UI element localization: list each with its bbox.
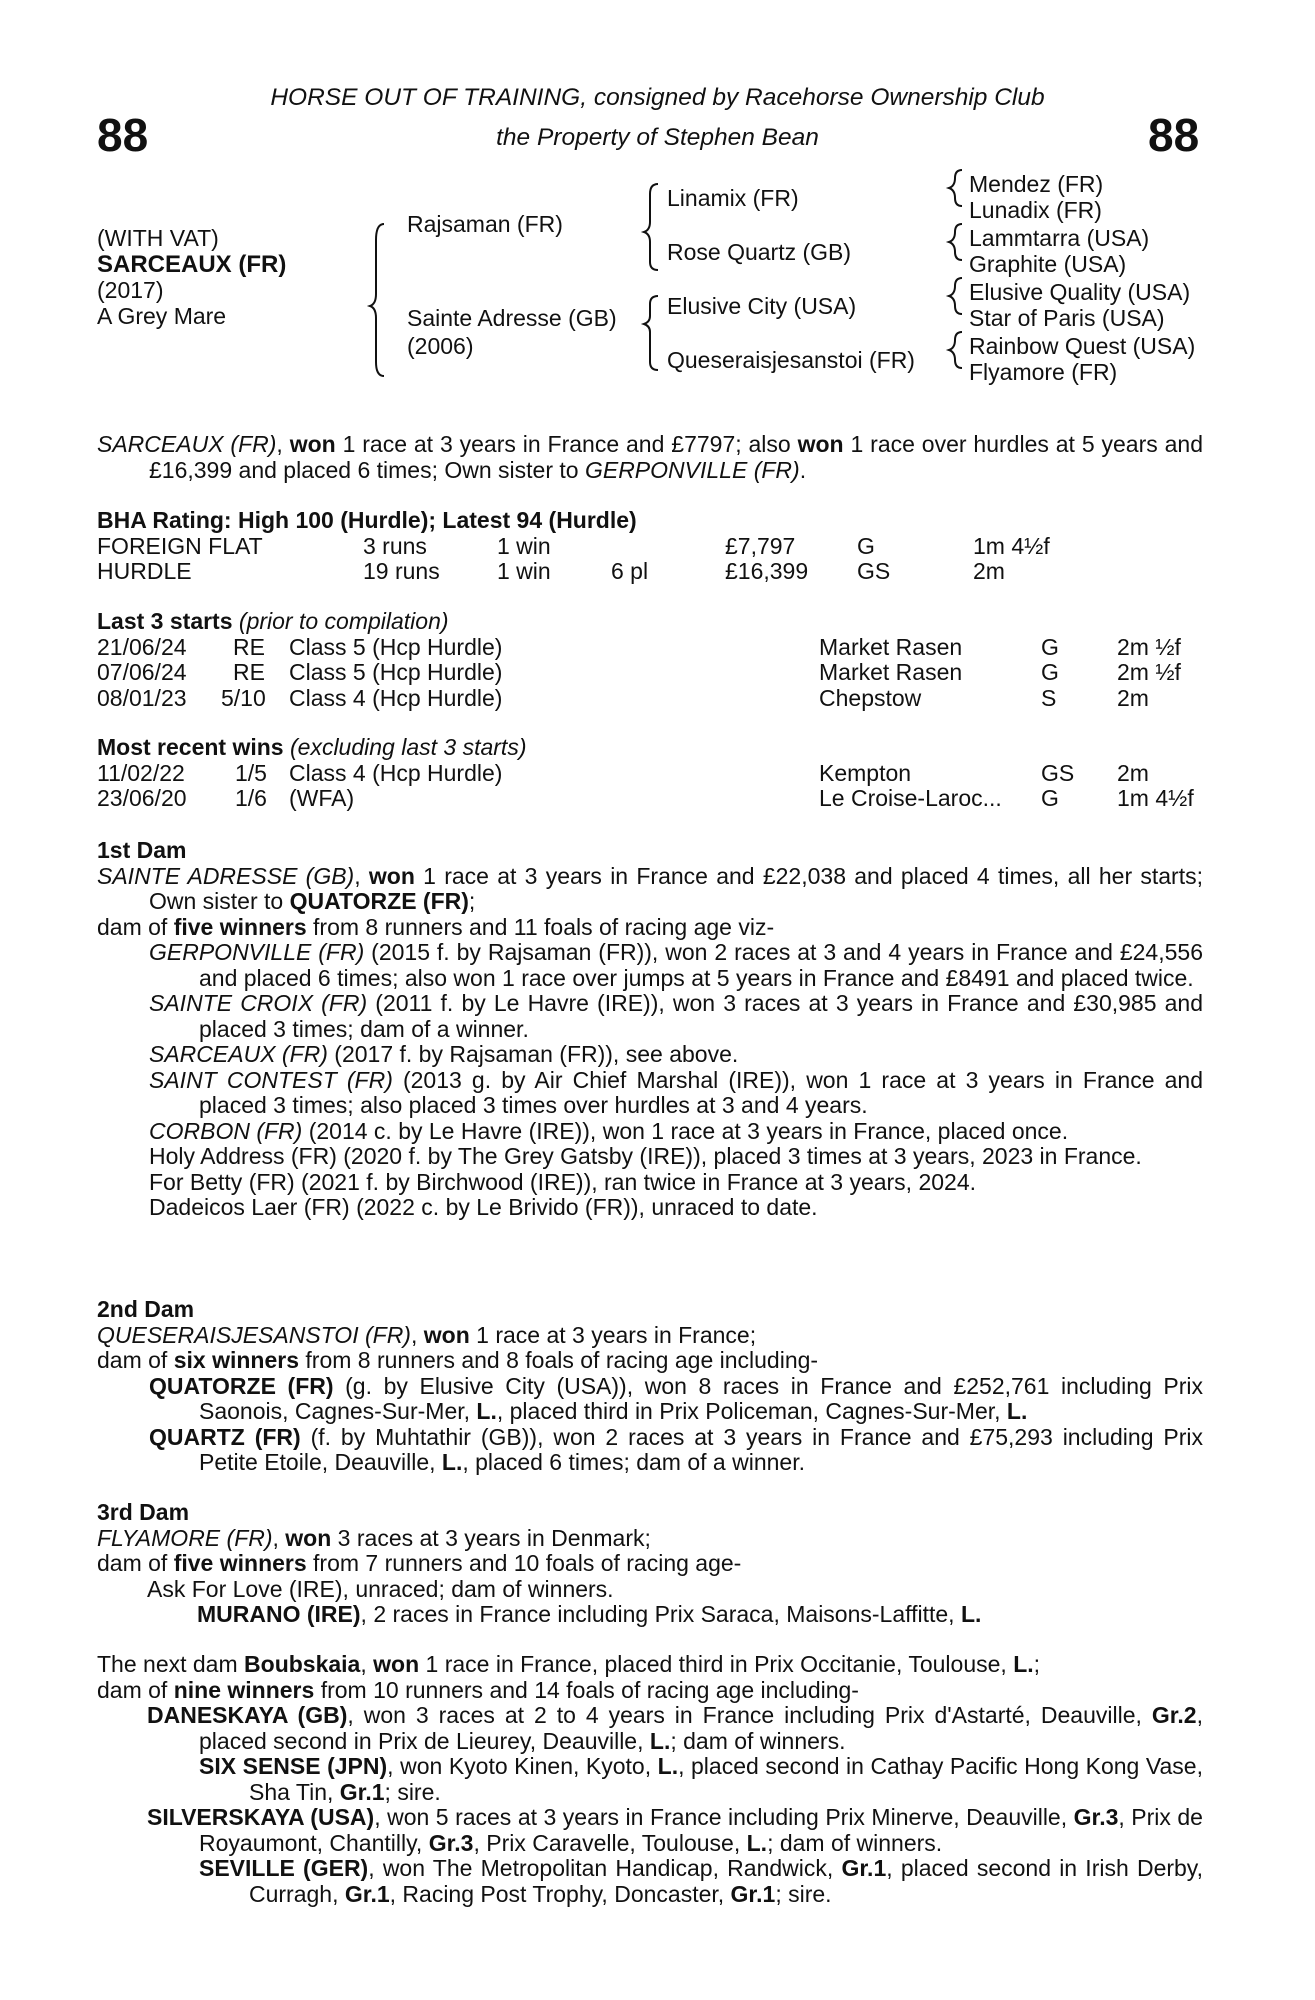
last-starts-note: (prior to compilation) bbox=[238, 608, 449, 634]
vat-note: (WITH VAT) bbox=[97, 225, 219, 251]
offspring-name: SILVERSKAYA (USA) bbox=[147, 1804, 375, 1830]
sister-name: QUATORZE (FR) bbox=[289, 888, 469, 914]
offspring-text: ; dam of winners. bbox=[767, 1829, 943, 1856]
group-label: Gr.1 bbox=[730, 1880, 776, 1907]
text-end: ; bbox=[468, 888, 476, 914]
dam-text: 1 race at 3 years in France; bbox=[469, 1321, 757, 1348]
dam-text: 1 race at 3 years in France and £22,038 and placed 4 times, all her starts; Own sister to bbox=[149, 862, 1203, 914]
win-race: (WFA) bbox=[289, 785, 355, 811]
recent-wins-title: Most recent wins bbox=[97, 734, 284, 760]
offspring-other: Dadeicos Laer (FR) (2022 c. by Le Brivido (FR)), unraced to date. bbox=[149, 1194, 818, 1220]
start-date: 21/06/24 bbox=[97, 633, 187, 660]
g3-ancestor: Lunadix (FR) bbox=[969, 197, 1102, 223]
second-dam-title: 2nd Dam bbox=[97, 1296, 195, 1322]
dam-name: SAINTE ADRESSE (GB) bbox=[97, 862, 355, 889]
dam-name: QUESERAISJESANSTOI (FR) bbox=[97, 1321, 411, 1348]
last-starts-title: Last 3 starts bbox=[97, 608, 233, 634]
start-distance: 2m bbox=[1117, 684, 1149, 711]
offspring-text: (2017 f. by Rajsaman (FR)), see above. bbox=[327, 1041, 739, 1067]
listed-label: L. bbox=[657, 1753, 679, 1779]
sep: , bbox=[360, 1651, 374, 1677]
listed-label: L. bbox=[1013, 1651, 1034, 1677]
listed-label: L. bbox=[441, 1449, 463, 1475]
summary-text: 1 race at 3 years in France and £7797; also bbox=[335, 431, 798, 457]
offspring-text: (f. by Muhtathir (GB)), won 2 races at 3 years in France and £75,293 including Prix Petite Etoile, Deauville, bbox=[199, 1423, 1203, 1475]
start-race: Class 5 (Hcp Hurdle) bbox=[289, 659, 503, 685]
offspring-text: (2013 g. by Air Chief Marshal (IRE)), won 1 race at 3 years in France and placed 3 times; also placed 3 times over hurdles at 3 and 4 years. bbox=[199, 1066, 1203, 1118]
g3-ancestor: Rainbow Quest (USA) bbox=[969, 333, 1196, 359]
placed: 6 pl bbox=[611, 558, 649, 584]
start-going: G bbox=[1041, 659, 1059, 685]
win-race: Class 4 (Hcp Hurdle) bbox=[289, 759, 503, 786]
horse-description: A Grey Mare bbox=[97, 303, 227, 329]
offspring-text: ; sire. bbox=[384, 1778, 441, 1805]
last-starts-section bbox=[97, 609, 1203, 711]
listed-label: L. bbox=[649, 1727, 671, 1754]
g3-ancestor: Graphite (USA) bbox=[969, 251, 1127, 277]
sister-name: GERPONVILLE (FR) bbox=[584, 456, 800, 483]
first-dam-section: 1st Dam SAINTE ADRESSE (GB), won 1 race at 3 years in France and £22,038 and placed 4 times, all her starts; Own sister to QUATORZE (FR); dam of five winners from 8 runners and 11 foals of racing age viz- GERPONVILLE (FR) (2015 f. by Rajsaman (FR)), won 2 races at 3 and 4 years in France and £24,556 and placed 6 times; also won 1 race over jumps at 5 years in France and £8491 and placed twice. SAINTE CROIX (FR) (2011 f. by Le Havre (IRE)), won 3 races at 3 years in France and £30,985 and placed 3 times; dam of a winner. SARCEAUX (FR) (2017 f. by Rajsaman (FR)), see above. SAINT CONTEST (FR) (2013 g. by Air Chief Marshal (IRE)), won 1 race at 3 years in France and placed 3 times; also placed 3 times over hurdles at 3 and 4 years. CORBON (FR) (2014 c. by Le Havre (IRE)), won 1 race at 3 years in France, placed once. Holy Address (FR) (2020 f. by The Grey Gatsby (IRE)), placed 3 times at 3 years, 2023 in France. For Betty (FR) (2021 f. by Birchwood (IRE)), ran twice in France at 3 years, 2024. Dadeicos Laer (FR) (2022 c. by Le Brivido (FR)), unraced to date. bbox=[97, 837, 1204, 1220]
win-going: G bbox=[1041, 785, 1059, 811]
prize: £16,399 bbox=[725, 558, 809, 584]
start-course: Chepstow bbox=[819, 684, 922, 711]
group-label: Gr.1 bbox=[841, 1855, 887, 1881]
offspring-name: QUARTZ (FR) bbox=[149, 1423, 301, 1450]
offspring-name: DANESKAYA (GB) bbox=[147, 1702, 348, 1728]
start-going: S bbox=[1041, 684, 1057, 711]
group-label: Gr.3 bbox=[1073, 1804, 1119, 1830]
start-position: RE bbox=[233, 633, 265, 660]
offspring-text: , 2 races in France including Prix Saraca, Maisons-Laffitte, bbox=[360, 1601, 961, 1627]
dam-of-rest: from 10 runners and 14 foals of racing age including- bbox=[314, 1676, 859, 1703]
win-date: 11/02/22 bbox=[97, 759, 185, 786]
offspring-text: , placed second in Irish Derby, Curragh, bbox=[249, 1855, 1203, 1907]
winners-count: five winners bbox=[173, 913, 307, 940]
sire-sire: Linamix (FR) bbox=[667, 185, 799, 211]
dam-of-rest: from 8 runners and 11 foals of racing age viz- bbox=[306, 913, 775, 940]
won-label: won bbox=[368, 862, 415, 889]
third-dam-section: 3rd Dam FLYAMORE (FR), won 3 races at 3 years in Denmark; dam of five winners from 7 runners and 10 foals of racing age- Ask For Love (IRE), unraced; dam of winners. MURANO (IRE), 2 races in France including Prix Saraca, Maisons-Laffitte, L. bbox=[97, 1500, 1203, 1628]
offspring-text: , placed second in Cathay Pacific Hong Kong Vase, Sha Tin, bbox=[249, 1753, 1203, 1805]
won-label: won bbox=[289, 431, 336, 457]
group-label: Gr.3 bbox=[428, 1829, 474, 1856]
win-position: 1/6 bbox=[235, 785, 267, 811]
recent-wins-note: (excluding last 3 starts) bbox=[290, 734, 527, 760]
dam-of-label: dam of bbox=[97, 1347, 174, 1373]
second-dam-section: 2nd Dam QUESERAISJESANSTOI (FR), won 1 race at 3 years in France; dam of six winners from 8 runners and 8 foals of racing age including- QUATORZE (FR) (g. by Elusive City (USA)), won 8 races in France and £252,761 including Prix Saonois, Cagnes-Sur-Mer, L., placed third in Prix Policeman, Cagnes-Sur-Mer, L. QUARTZ (FR) (f. by Muhtathir (GB)), won 2 races at 3 years in France and £75,293 including Prix Petite Etoile, Deauville, L., placed 6 times; dam of a winner. bbox=[97, 1296, 1203, 1475]
brace-g3-1 bbox=[949, 170, 962, 206]
win-row bbox=[97, 761, 1203, 787]
brace-sire-line bbox=[644, 184, 658, 270]
group-label: Gr.1 bbox=[339, 1778, 385, 1805]
offspring-text: , Prix Caravelle, Toulouse, bbox=[473, 1829, 747, 1856]
offspring-text: (2011 f. by Le Havre (IRE)), won 3 races at 3 years in France and £30,985 and placed 3 times; dam of a winner. bbox=[199, 990, 1204, 1042]
offspring-other: Holy Address (FR) (2020 f. by The Grey Gatsby (IRE)), placed 3 times at 3 years, 2023 in France. bbox=[149, 1143, 1142, 1169]
group-label: Gr.1 bbox=[344, 1880, 390, 1907]
winners-count: nine winners bbox=[173, 1676, 315, 1703]
offspring-name: MURANO (IRE) bbox=[197, 1601, 361, 1627]
summary-horse-name: SARCEAUX (FR) bbox=[97, 431, 277, 457]
dam-of-label: dam of bbox=[97, 913, 174, 940]
start-date: 08/01/23 bbox=[97, 684, 187, 711]
dam-text: 3 races at 3 years in Denmark; bbox=[331, 1524, 651, 1551]
rating-row bbox=[97, 534, 1203, 560]
offspring-text: ; dam of winners. bbox=[670, 1727, 846, 1754]
start-race: Class 4 (Hcp Hurdle) bbox=[289, 684, 503, 711]
brace-dam-line bbox=[644, 296, 658, 370]
listed-label: L. bbox=[746, 1829, 768, 1856]
wins: 1 win bbox=[497, 532, 551, 559]
winners-count: six winners bbox=[173, 1347, 299, 1373]
sire: Rajsaman (FR) bbox=[407, 211, 563, 237]
dam-of-label: dam of bbox=[97, 1550, 174, 1576]
rating-title: BHA Rating: High 100 (Hurdle); Latest 94 (Hurdle) bbox=[97, 507, 637, 533]
brace-sire-dam bbox=[370, 224, 384, 376]
start-distance: 2m ½f bbox=[1117, 633, 1181, 660]
offspring-name: SAINT CONTEST (FR) bbox=[149, 1066, 393, 1093]
start-date: 07/06/24 bbox=[97, 659, 187, 685]
dam-dam: Queseraisjesanstoi (FR) bbox=[667, 347, 915, 373]
race-summary bbox=[97, 432, 1203, 483]
recent-wins-section bbox=[97, 735, 1203, 812]
offspring-text: , Prix de Royaumont, Chantilly, bbox=[199, 1804, 1203, 1856]
listed-label: L. bbox=[1006, 1398, 1028, 1424]
win-going: GS bbox=[1041, 759, 1075, 786]
offspring-text: (g. by Elusive City (USA)), won 8 races in France and £252,761 including Prix Saonois, Cagnes-Sur-Mer, bbox=[199, 1372, 1203, 1424]
going: GS bbox=[857, 558, 891, 584]
start-going: G bbox=[1041, 633, 1059, 660]
consignment-line: HORSE OUT OF TRAINING, consigned by Racehorse Ownership Club bbox=[270, 84, 1045, 111]
won-label: won bbox=[797, 431, 844, 457]
start-course: Market Rasen bbox=[819, 659, 963, 685]
offspring-name: QUATORZE (FR) bbox=[149, 1372, 334, 1399]
brace-g3-2 bbox=[949, 224, 962, 260]
prize: £7,797 bbox=[725, 532, 796, 559]
win-row bbox=[97, 786, 1203, 812]
lot-number-right: 88 bbox=[1148, 109, 1200, 161]
first-dam-title: 1st Dam bbox=[97, 837, 187, 863]
won-label: won bbox=[373, 1651, 420, 1677]
next-dam-section bbox=[97, 1652, 1203, 1907]
offspring-name: SAINTE CROIX (FR) bbox=[149, 990, 368, 1016]
g3-ancestor: Mendez (FR) bbox=[969, 171, 1104, 197]
offspring-text: , won Kyoto Kinen, Kyoto, bbox=[387, 1753, 658, 1779]
offspring-other: For Betty (FR) (2021 f. by Birchwood (IRE)), ran twice in France at 3 years, 2024. bbox=[149, 1168, 977, 1195]
dam-sire: Elusive City (USA) bbox=[667, 293, 857, 319]
start-row bbox=[97, 686, 1203, 712]
offspring-text: , placed second in Prix de Lieurey, Deauville, bbox=[199, 1702, 1203, 1754]
race-type: FOREIGN FLAT bbox=[97, 532, 263, 559]
offspring-name: GERPONVILLE (FR) bbox=[149, 939, 365, 965]
offspring-other: Ask For Love (IRE), unraced; dam of winners. bbox=[147, 1575, 614, 1602]
win-course: Le Croise-Laroc... bbox=[819, 785, 1002, 811]
lot-number-left: 88 bbox=[97, 109, 149, 161]
summary-sep: , bbox=[276, 431, 290, 457]
summary-text: 1 race over hurdles at 5 years and £16,399 and placed 6 times; Own sister to bbox=[149, 431, 1204, 483]
win-position: 1/5 bbox=[235, 759, 267, 786]
sire-dam: Rose Quartz (GB) bbox=[667, 239, 852, 265]
start-position: 5/10 bbox=[221, 684, 266, 711]
grand-offspring-name: SEVILLE (GER) bbox=[199, 1855, 369, 1881]
offspring-text: (2015 f. by Rajsaman (FR)), won 2 races at 3 and 4 years in France and £24,556 and placed 6 times; also won 1 race over jumps at 5 years in France and £8491 and placed twice. bbox=[199, 939, 1203, 991]
runs: 3 runs bbox=[363, 532, 427, 559]
start-row bbox=[97, 660, 1203, 686]
offspring-text: (2014 c. by Le Havre (IRE)), won 1 race at 3 years in France, placed once. bbox=[302, 1117, 1069, 1144]
offspring-text: , Racing Post Trophy, Doncaster, bbox=[389, 1880, 731, 1907]
dam: Sainte Adresse (GB) bbox=[407, 305, 617, 331]
dam-of-rest: from 7 runners and 10 foals of racing age- bbox=[306, 1550, 742, 1576]
win-course: Kempton bbox=[819, 759, 912, 786]
start-row bbox=[97, 635, 1203, 661]
offspring-text: , placed third in Prix Policeman, Cagnes-Sur-Mer, bbox=[496, 1398, 1007, 1424]
start-position: RE bbox=[233, 659, 265, 685]
g3-ancestor: Lammtarra (USA) bbox=[969, 225, 1150, 251]
dam-of-label: dam of bbox=[97, 1676, 174, 1703]
text-end: ; bbox=[1033, 1651, 1041, 1677]
brace-g3-3 bbox=[949, 278, 962, 314]
summary-end: . bbox=[799, 456, 807, 483]
offspring-text: ; sire. bbox=[775, 1880, 832, 1907]
win-distance: 1m 4½f bbox=[1117, 785, 1194, 811]
win-distance: 2m bbox=[1117, 759, 1149, 786]
group-label: Gr.2 bbox=[1151, 1702, 1197, 1728]
won-label: won bbox=[423, 1321, 470, 1348]
dam-name: Boubskaia bbox=[244, 1651, 361, 1677]
going: G bbox=[857, 532, 875, 559]
race-type: HURDLE bbox=[97, 558, 192, 584]
offspring-name: CORBON (FR) bbox=[149, 1117, 303, 1144]
next-dam-intro: The next dam bbox=[97, 1651, 245, 1677]
offspring-name: SARCEAUX (FR) bbox=[149, 1041, 328, 1067]
grand-offspring-name: SIX SENSE (JPN) bbox=[199, 1753, 388, 1779]
listed-label: L. bbox=[476, 1398, 497, 1424]
wins: 1 win bbox=[497, 558, 551, 584]
offspring-text: , placed 6 times; dam of a winner. bbox=[462, 1449, 805, 1475]
listed-label: L. bbox=[960, 1601, 982, 1627]
rating-row bbox=[97, 559, 1203, 585]
third-dam-title: 3rd Dam bbox=[97, 1499, 190, 1525]
start-race: Class 5 (Hcp Hurdle) bbox=[289, 633, 503, 660]
g3-ancestor: Flyamore (FR) bbox=[969, 359, 1118, 385]
runs: 19 runs bbox=[363, 558, 440, 584]
won-label: won bbox=[285, 1524, 332, 1551]
distance: 1m 4½f bbox=[973, 532, 1050, 559]
dam-of-rest: from 8 runners and 8 foals of racing age including- bbox=[299, 1347, 819, 1373]
dam-text: 1 race in France, placed third in Prix Occitanie, Toulouse, bbox=[419, 1651, 1014, 1677]
winners-count: five winners bbox=[173, 1550, 307, 1576]
horse-name: SARCEAUX (FR) bbox=[97, 251, 287, 278]
win-date: 23/06/20 bbox=[97, 785, 187, 811]
dam-name: FLYAMORE (FR) bbox=[97, 1524, 273, 1551]
brace-g3-4 bbox=[949, 332, 962, 368]
dam-year: (2006) bbox=[407, 333, 474, 359]
offspring-text: , won 5 races at 3 years in France including Prix Minerve, Deauville, bbox=[374, 1804, 1074, 1830]
distance: 2m bbox=[973, 558, 1005, 584]
rating-section bbox=[97, 508, 1203, 585]
g3-ancestor: Star of Paris (USA) bbox=[969, 305, 1165, 331]
offspring-text: , won The Metropolitan Handicap, Randwick, bbox=[368, 1855, 842, 1881]
start-course: Market Rasen bbox=[819, 633, 963, 660]
g3-ancestor: Elusive Quality (USA) bbox=[969, 279, 1191, 305]
offspring-text: , won 3 races at 2 to 4 years in France including Prix d'Astarté, Deauville, bbox=[347, 1702, 1152, 1728]
start-distance: 2m ½f bbox=[1117, 659, 1181, 685]
horse-year: (2017) bbox=[97, 277, 164, 303]
property-line: the Property of Stephen Bean bbox=[496, 124, 819, 151]
